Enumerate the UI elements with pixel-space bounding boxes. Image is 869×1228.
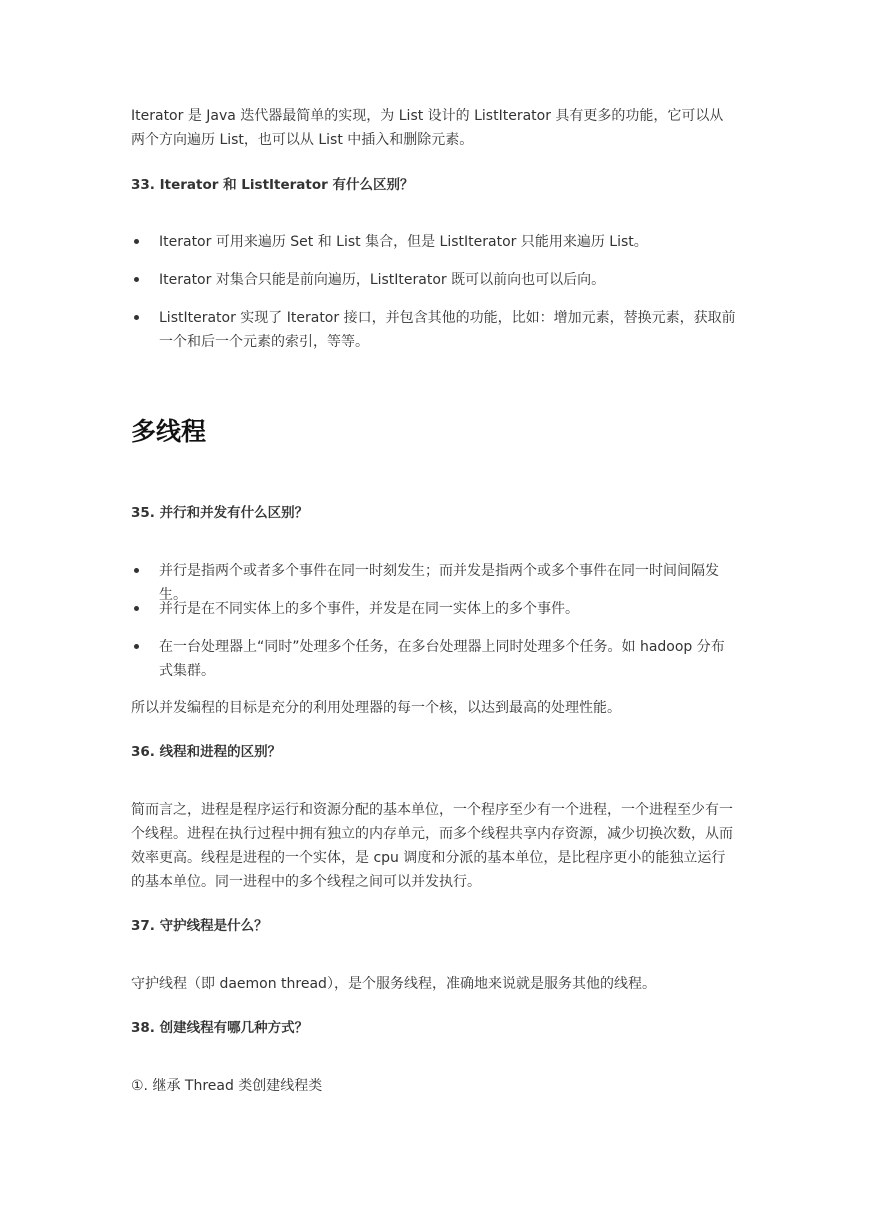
list-item-text: 并行是指两个或者多个事件在同一时刻发生；而并发是指两个或多个事件在同一时间间隔发生。 — [159, 563, 719, 603]
answer-36-paragraph: 简而言之，进程是程序运行和资源分配的基本单位，一个程序至少有一个进程，一个进程至少有一个线程。进程在执行过程中拥有独立的内存单元，而多个线程共享内存资源，减少切换次数，从而效率更高。线程是进程的一个实体，是 cpu 调度和分派的基本单位，是比程序更小的能独立运行的基本单位。同一进程中的多个线程之间可以并发执行。 — [131, 802, 733, 890]
bullet-icon — [134, 315, 139, 320]
list-item-text: 并行是在不同实体上的多个事件，并发是在同一实体上的多个事件。 — [159, 601, 579, 617]
section-title: 多线程 — [131, 417, 207, 446]
question-37-heading: 37. 守护线程是什么？ — [131, 918, 268, 934]
bullet-icon — [134, 568, 139, 573]
list-item-text: Iterator 可用来遍历 Set 和 List 集合，但是 ListIterator 只能用来遍历 List。 — [159, 234, 648, 250]
bullet-icon — [134, 277, 139, 282]
question-36-heading: 36. 线程和进程的区别？ — [131, 744, 282, 760]
list-item-text: Iterator 对集合只能是前向遍历，ListIterator 既可以前向也可以后向。 — [159, 272, 606, 288]
bullet-icon — [134, 606, 139, 611]
summary-paragraph: 所以并发编程的目标是充分的利用处理器的每一个核，以达到最高的处理性能。 — [131, 700, 621, 716]
list-item-text: ListIterator 实现了 Iterator 接口，并包含其他的功能，比如：增加元素，替换元素，获取前一个和后一个元素的索引，等等。 — [159, 310, 736, 350]
list-item-text: 在一台处理器上“同时”处理多个任务，在多台处理器上同时处理多个任务。如 hadoop 分布式集群。 — [159, 639, 725, 679]
bullet-icon — [134, 239, 139, 244]
bullet-icon — [134, 644, 139, 649]
question-33-heading: 33. Iterator 和 ListIterator 有什么区别？ — [131, 177, 414, 193]
answer-37-paragraph: 守护线程（即 daemon thread），是个服务线程，准确地来说就是服务其他的线程。 — [131, 976, 656, 992]
answer-38-paragraph: ①. 继承 Thread 类创建线程类 — [131, 1078, 323, 1094]
question-35-heading: 35. 并行和并发有什么区别？ — [131, 505, 309, 521]
intro-paragraph: Iterator 是 Java 迭代器最简单的实现，为 List 设计的 ListIterator 具有更多的功能，它可以从两个方向遍历 List，也可以从 List 中插入和删除元素。 — [131, 108, 724, 148]
question-38-heading: 38. 创建线程有哪几种方式？ — [131, 1020, 309, 1036]
